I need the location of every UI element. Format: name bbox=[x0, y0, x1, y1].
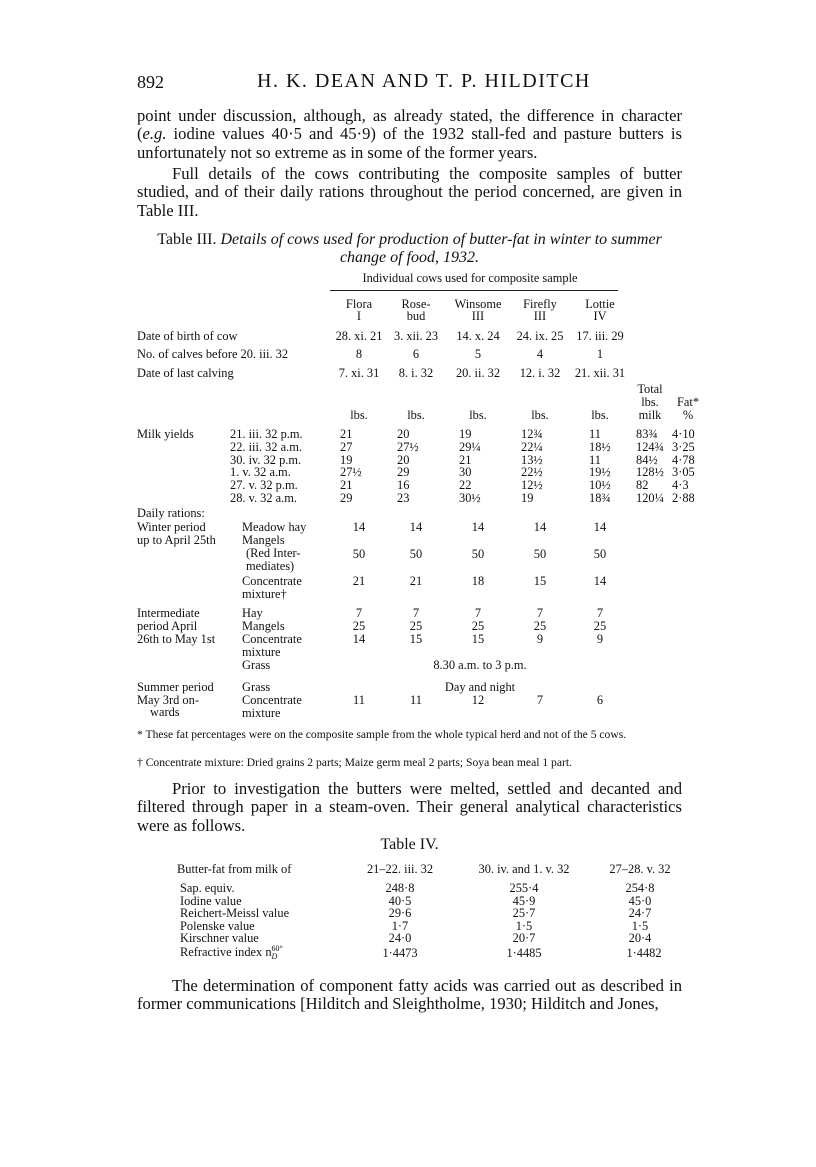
ration-value: 7 bbox=[355, 606, 363, 620]
ration-item: mixture† bbox=[242, 587, 287, 601]
ration-value: 14 bbox=[593, 520, 607, 534]
ration-value: 50 bbox=[409, 547, 423, 561]
paragraph-1 bbox=[137, 107, 682, 162]
ration-item: Mangels bbox=[242, 533, 285, 547]
table-4-value: 45·0 bbox=[628, 893, 652, 908]
table-4-row-label: Reichert-Meissl value bbox=[180, 906, 290, 921]
ration-value: 7 bbox=[596, 606, 604, 620]
cow-name: Lottie bbox=[585, 297, 615, 311]
milk-total: 120¼ bbox=[636, 491, 664, 505]
milk-date: 27. v. 32 p.m. bbox=[230, 478, 298, 493]
intermediate-label: Intermediate bbox=[137, 606, 200, 620]
cell-value: 8 bbox=[355, 347, 363, 361]
cow-num: III bbox=[533, 309, 547, 323]
unit-lbs: lbs. bbox=[531, 408, 549, 422]
milk-value: 19 bbox=[459, 427, 472, 441]
unit-lbs: lbs. bbox=[407, 408, 425, 422]
page-number: 892 bbox=[137, 72, 164, 92]
milk-value: 27½ bbox=[397, 439, 419, 454]
table-3-label: Table III. bbox=[157, 231, 217, 248]
milk-value: 11 bbox=[589, 427, 601, 441]
ration-value: 14 bbox=[593, 574, 607, 588]
summer-label: May 3rd on- bbox=[137, 693, 199, 707]
milk-value: 12¾ bbox=[521, 427, 543, 441]
table-4-value: 29·6 bbox=[388, 906, 412, 921]
milk-date: 1. v. 32 a.m. bbox=[230, 465, 291, 480]
milk-total: 128½ bbox=[636, 465, 664, 480]
milk-value: 30½ bbox=[459, 491, 481, 505]
group-header: Individual cows used for composite sample bbox=[362, 271, 578, 285]
milk-value: 16 bbox=[397, 478, 410, 493]
cell-value: 7. xi. 31 bbox=[338, 366, 380, 380]
milk-value: 30 bbox=[459, 465, 472, 480]
cell-value: 3. xii. 23 bbox=[393, 329, 439, 343]
milk-value: 29 bbox=[340, 491, 353, 505]
milk-date: 21. iii. 32 p.m. bbox=[230, 427, 303, 441]
cow-num: IV bbox=[593, 309, 607, 323]
ration-value: 6 bbox=[596, 693, 604, 707]
ration-value: 14 bbox=[352, 520, 366, 534]
milk-value: 21 bbox=[340, 427, 353, 441]
ration-value: 11 bbox=[353, 693, 365, 707]
ration-value: 14 bbox=[533, 520, 547, 534]
cow-name: Winsome bbox=[454, 297, 502, 311]
ration-value: 50 bbox=[593, 547, 607, 561]
table-4-refractive-label bbox=[180, 945, 283, 961]
paragraph-1-line-2: (e.g. iodine values 40·5 and 45·9) of the 1932 stall-fed and pasture butters is bbox=[137, 124, 682, 144]
table-4-value: 1·5 bbox=[515, 918, 533, 933]
table-4-value: 25·7 bbox=[512, 906, 536, 921]
milk-fat: 3·05 bbox=[672, 465, 695, 480]
cow-num: I bbox=[356, 309, 362, 323]
milk-value: 22 bbox=[459, 478, 472, 493]
milk-value: 18½ bbox=[589, 439, 611, 454]
total-head: Total bbox=[637, 382, 663, 396]
paragraph-3 bbox=[137, 780, 682, 835]
table-4-row-label: Kirschner value bbox=[180, 931, 259, 946]
cell-value: 8. i. 32 bbox=[398, 366, 434, 380]
paragraph-2 bbox=[137, 165, 682, 220]
ration-item: (Red Inter- bbox=[246, 546, 301, 560]
cow-name: Rose- bbox=[401, 297, 431, 311]
table-4-value: 1·7 bbox=[391, 918, 409, 933]
ration-span: 8.30 a.m. to 3 p.m. bbox=[433, 658, 527, 672]
ration-value: 14 bbox=[471, 520, 485, 534]
ration-value: 7 bbox=[536, 606, 544, 620]
table-4-value: 20·7 bbox=[512, 931, 536, 946]
ration-value: 25 bbox=[352, 619, 366, 633]
ration-value: 14 bbox=[409, 520, 423, 534]
table-4-row-label: Polenske value bbox=[180, 918, 255, 933]
table-4-value: 255·4 bbox=[509, 881, 539, 895]
milk-total: 124¾ bbox=[636, 439, 664, 454]
cell-value: 20. ii. 32 bbox=[455, 366, 501, 380]
ration-value: 21 bbox=[352, 574, 366, 588]
ration-value: 11 bbox=[410, 693, 422, 707]
ration-value: 15 bbox=[409, 632, 423, 646]
table-4-head-col: 27–28. v. 32 bbox=[609, 862, 671, 876]
table-4-value: 254·8 bbox=[625, 881, 655, 895]
ration-item: Meadow hay bbox=[242, 520, 307, 534]
ration-value: 12 bbox=[471, 693, 485, 707]
table-4-value: 1·4482 bbox=[626, 946, 662, 960]
milk-value: 22¼ bbox=[521, 439, 543, 454]
table-4-value: 20·4 bbox=[628, 931, 652, 946]
table-4-value: 248·8 bbox=[385, 881, 415, 895]
row-label: Date of last calving bbox=[137, 366, 234, 380]
total-head-unit: lbs. bbox=[641, 395, 659, 409]
milk-date: 22. iii. 32 a.m. bbox=[230, 439, 302, 454]
row-label: No. of calves before 20. iii. 32 bbox=[137, 347, 289, 361]
ration-value: 25 bbox=[409, 619, 423, 633]
ration-item: Grass bbox=[242, 658, 271, 672]
table-4-value: 1·4485 bbox=[506, 946, 542, 960]
ration-value: 21 bbox=[409, 574, 423, 588]
unit-lbs: lbs. bbox=[469, 408, 487, 422]
milk-fat: 4·10 bbox=[672, 427, 695, 441]
milk-fat: 4·78 bbox=[672, 452, 695, 467]
ration-value: 25 bbox=[533, 619, 547, 633]
milk-fat: 4·3 bbox=[672, 478, 689, 493]
cell-value: 14. x. 24 bbox=[456, 329, 500, 343]
paragraph-1-line-1: point under discussion, although, as already stated, the difference in character bbox=[137, 106, 682, 125]
ration-value: 15 bbox=[533, 574, 547, 588]
paragraph-1-line-3: unfortunately not so extreme as in some of the former years. bbox=[137, 142, 538, 162]
ration-value: 50 bbox=[471, 547, 485, 561]
milk-value: 12½ bbox=[521, 478, 543, 493]
fat-head-unit: % bbox=[682, 408, 694, 422]
milk-value: 19½ bbox=[589, 465, 611, 480]
cow-num: bud bbox=[406, 309, 426, 323]
paragraph-2-text: Full details of the cows contributing the composite samples of butter studied, and of their daily rations throughout the period concerned, are given in Table III. bbox=[137, 164, 682, 220]
milk-value: 21 bbox=[340, 478, 353, 493]
milk-value: 23 bbox=[397, 491, 410, 505]
cow-num: III bbox=[471, 309, 485, 323]
milk-value: 29¼ bbox=[459, 439, 481, 454]
milk-total: 83¾ bbox=[636, 427, 658, 441]
milk-date: 28. v. 32 a.m. bbox=[230, 491, 297, 505]
table-4-title: Table IV. bbox=[380, 836, 439, 853]
milk-value: 27 bbox=[340, 439, 353, 454]
milk-value: 27½ bbox=[340, 465, 362, 480]
cell-value: 21. xii. 31 bbox=[574, 366, 626, 380]
ration-value: 9 bbox=[596, 632, 604, 646]
milk-value: 13½ bbox=[521, 452, 543, 467]
footnote-concentrate: † Concentrate mixture: Dried grains 2 parts; Maize germ meal 2 parts; Soya bean meal 1 part. bbox=[137, 756, 572, 769]
ration-value: 15 bbox=[471, 632, 485, 646]
table-4-head-col: 30. iv. and 1. v. 32 bbox=[478, 862, 570, 876]
intermediate-label: period April bbox=[137, 619, 198, 633]
refractive-index-scripts bbox=[272, 945, 283, 961]
table-4-row-label: Iodine value bbox=[180, 893, 242, 908]
table-4-head-label: Butter-fat from milk of bbox=[177, 862, 292, 876]
ration-value: 25 bbox=[593, 619, 607, 633]
ration-value: 9 bbox=[536, 632, 544, 646]
ration-item: Hay bbox=[242, 606, 263, 620]
ration-item: Concentrate bbox=[242, 693, 302, 707]
eg-abbrev: e.g. bbox=[142, 124, 167, 144]
table-4-value: 1·5 bbox=[631, 918, 649, 933]
row-label: Date of birth of cow bbox=[137, 329, 238, 343]
ration-item: Concentrate bbox=[242, 574, 302, 588]
table-4-row-label: Sap. equiv. bbox=[180, 881, 235, 895]
milk-fat: 3·25 bbox=[672, 439, 695, 454]
ration-value: 18 bbox=[471, 574, 485, 588]
summer-label: Summer period bbox=[137, 680, 214, 694]
summer-label: wards bbox=[150, 705, 180, 719]
table-4-value: 40·5 bbox=[388, 893, 412, 908]
milk-value: 19 bbox=[340, 452, 353, 467]
ration-value: 14 bbox=[352, 632, 366, 646]
ration-span: Day and night bbox=[444, 680, 516, 694]
milk-value: 20 bbox=[397, 452, 410, 467]
unit-lbs: lbs. bbox=[350, 408, 368, 422]
ration-value: 7 bbox=[474, 606, 482, 620]
refractive-label-text: Refractive index n bbox=[180, 944, 272, 959]
table-4-value: 45·9 bbox=[512, 893, 536, 908]
ration-value: 7 bbox=[412, 606, 420, 620]
milk-value: 19 bbox=[521, 491, 534, 505]
cell-value: 6 bbox=[412, 347, 420, 361]
cell-value: 1 bbox=[596, 347, 604, 361]
milk-value: 22½ bbox=[521, 465, 543, 480]
milk-value: 11 bbox=[589, 452, 601, 467]
table-4-value: 24·0 bbox=[388, 931, 412, 946]
table-4-value: 24·7 bbox=[628, 906, 652, 921]
cow-name: Flora bbox=[345, 297, 373, 311]
group-brace bbox=[330, 290, 618, 291]
milk-yields-label: Milk yields bbox=[137, 427, 194, 441]
table-3-caption-text: Details of cows used for production of butter-fat in winter to summer change of food, 1932. bbox=[220, 231, 662, 266]
ration-item: Concentrate bbox=[242, 632, 302, 646]
ration-item: mixture bbox=[242, 645, 281, 659]
ration-value: 50 bbox=[352, 547, 366, 561]
fat-head: Fat* bbox=[676, 395, 700, 409]
winter-label: Winter period bbox=[137, 520, 206, 534]
paragraph-4-text: The determination of component fatty acids was carried out as described in former communications [Hilditch and Sleightholme, 1930; Hilditch and Jones, bbox=[137, 976, 682, 1014]
cell-value: 28. xi. 21 bbox=[335, 329, 383, 343]
ration-item: mediates) bbox=[246, 559, 295, 573]
milk-value: 18¾ bbox=[589, 491, 611, 505]
refractive-sup: 60° bbox=[271, 944, 283, 953]
running-head: H. K. DEAN AND T. P. HILDITCH bbox=[257, 70, 591, 92]
winter-label: up to April 25th bbox=[137, 533, 216, 547]
cell-value: 12. i. 32 bbox=[519, 366, 561, 380]
ration-item: Grass bbox=[242, 680, 271, 694]
daily-rations-label: Daily rations: bbox=[137, 506, 205, 520]
table-3-caption bbox=[137, 231, 682, 267]
unit-lbs: lbs. bbox=[591, 408, 609, 422]
ration-item: mixture bbox=[242, 706, 281, 720]
milk-total: 82 bbox=[636, 478, 649, 493]
cell-value: 4 bbox=[536, 347, 544, 361]
table-4-value: 1·4473 bbox=[382, 946, 418, 960]
cow-name: Firefly bbox=[523, 297, 557, 311]
cell-value: 5 bbox=[474, 347, 482, 361]
table-4-head-col: 21–22. iii. 32 bbox=[366, 862, 434, 876]
cell-value: 24. ix. 25 bbox=[516, 329, 564, 343]
footnote-fat: * These fat percentages were on the composite sample from the whole typical herd and not of the 5 cows. bbox=[137, 728, 627, 741]
ration-value: 50 bbox=[533, 547, 547, 561]
paragraph-3-text: Prior to investigation the butters were melted, settled and decanted and filtered through paper in a steam-oven. Their general analytical characteristics were as follows. bbox=[137, 779, 682, 835]
milk-value: 21 bbox=[459, 452, 472, 467]
milk-date: 30. iv. 32 p.m. bbox=[230, 452, 302, 467]
milk-total: 84½ bbox=[636, 452, 658, 467]
paragraph-4 bbox=[137, 977, 682, 1014]
total-head-milk: milk bbox=[638, 408, 662, 422]
ration-value: 25 bbox=[471, 619, 485, 633]
ration-value: 7 bbox=[536, 693, 544, 707]
ration-item: Mangels bbox=[242, 619, 285, 633]
intermediate-label: 26th to May 1st bbox=[137, 632, 216, 646]
refractive-sub: D bbox=[271, 952, 278, 961]
milk-fat: 2·88 bbox=[672, 491, 695, 505]
milk-value: 20 bbox=[397, 427, 410, 441]
paragraph-1-line-2-rest: iodine values 40·5 and 45·9) of the 1932 stall-fed and pasture butters is bbox=[173, 124, 682, 144]
milk-value: 10½ bbox=[589, 478, 611, 493]
cell-value: 17. iii. 29 bbox=[576, 329, 624, 343]
milk-value: 29 bbox=[397, 465, 410, 480]
